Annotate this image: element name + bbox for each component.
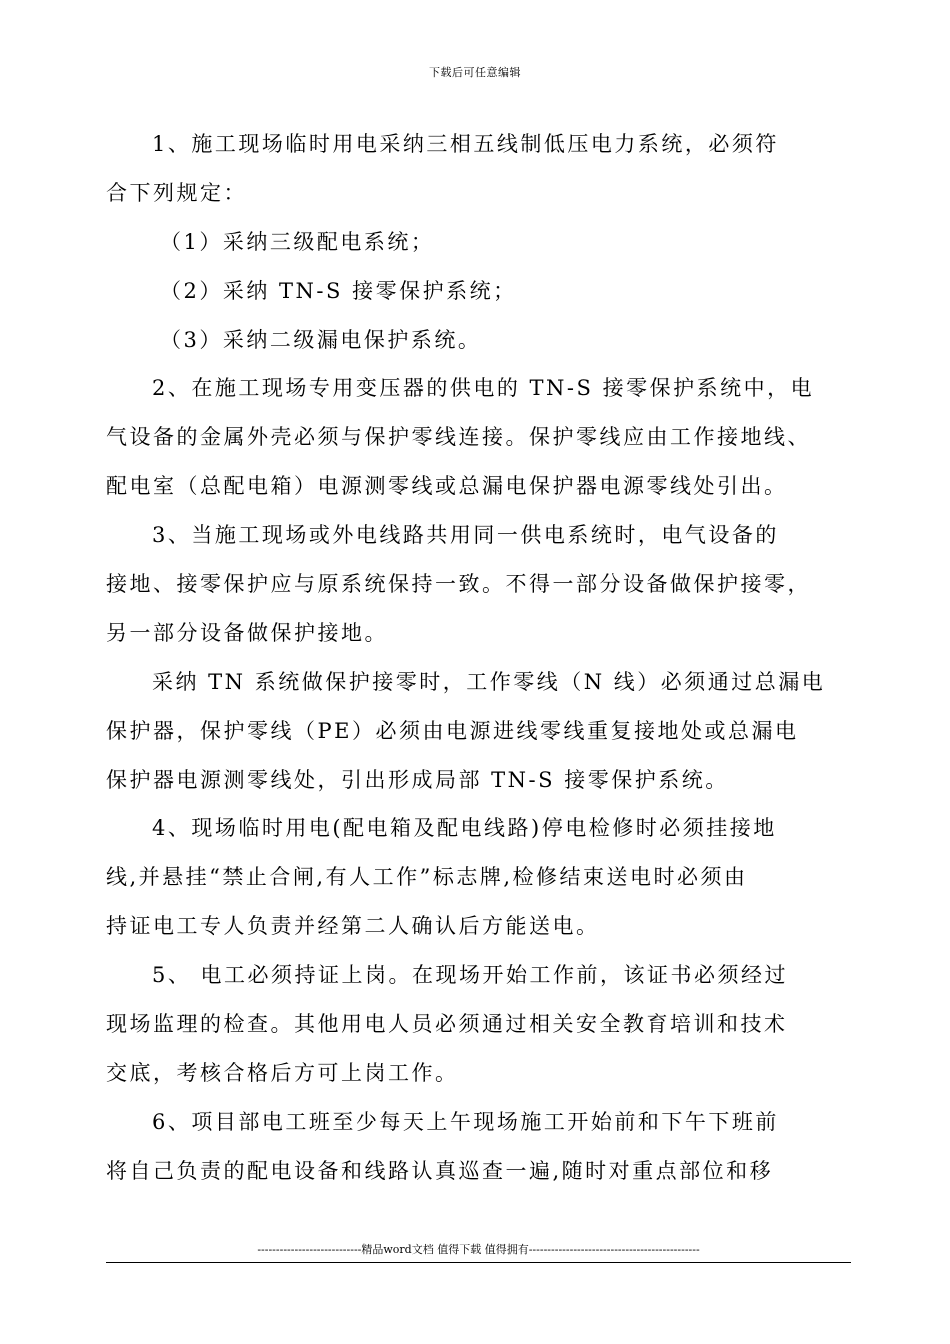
list-item: （2）采纳 TN-S 接零保护系统； [160, 278, 517, 303]
paragraph-line: 将自己负责的配电设备和线路认真巡查一遍,随时对重点部位和移 [106, 1158, 774, 1183]
paragraph-line: 5、 电工必须持证上岗。在现场开始工作前，该证书必须经过 [152, 963, 789, 988]
paragraph-line: 采纳 TN 系统做保护接零时，工作零线（N 线）必须通过总漏电 [152, 669, 826, 694]
paragraph-line: 3、当施工现场或外电线路共用同一供电系统时，电气设备的 [152, 523, 779, 548]
paragraph-line: 持证电工专人负责并经第二人确认后方能送电。 [106, 914, 600, 939]
paragraph-line: 6、项目部电工班至少每天上午现场施工开始前和下午下班前 [152, 1109, 779, 1134]
paragraph-line: 气设备的金属外壳必须与保护零线连接。保护零线应由工作接地线、 [106, 425, 811, 450]
document-body [106, 120, 851, 1196]
paragraph-line: 保护器电源测零线处，引出形成局部 TN-S 接零保护系统。 [106, 767, 729, 792]
paragraph-line: 2、在施工现场专用变压器的供电的 TN-S 接零保护系统中，电 [152, 376, 815, 401]
page-footer: ----------------------------精品word文档 值得下载 值得拥有---------------------------------------------- [257, 1243, 700, 1256]
paragraph-line: 交底，考核合格后方可上岗工作。 [106, 1060, 459, 1085]
paragraph-line: 保护器，保护零线（PE）必须由电源进线零线重复接地处或总漏电 [106, 718, 799, 743]
page-header: 下载后可任意编辑 [429, 66, 521, 79]
paragraph-line: 另一部分设备做保护接地。 [106, 620, 388, 645]
paragraph-line: 线,并悬挂“禁止合闸,有人工作”标志牌,检修结束送电时必须由 [106, 865, 748, 890]
paragraph-line: 4、现场临时用电(配电箱及配电线路)停电检修时必须挂接地 [152, 816, 777, 841]
footer-rule [106, 1262, 851, 1263]
paragraph-line: 1、施工现场临时用电采纳三相五线制低压电力系统，必须符 [152, 132, 779, 156]
list-item: （3）采纳二级漏电保护系统。 [160, 327, 482, 352]
list-item: （1）采纳三级配电系统； [160, 229, 435, 254]
paragraph-line: 接地、接零保护应与原系统保持一致。不得一部分设备做保护接零， [106, 572, 811, 597]
paragraph-line: 配电室（总配电箱）电源测零线或总漏电保护器电源零线处引出。 [106, 474, 788, 499]
paragraph-line: 现场监理的检查。其他用电人员必须通过相关安全教育培训和技术 [106, 1012, 788, 1037]
paragraph-line: 合下列规定： [106, 180, 247, 205]
